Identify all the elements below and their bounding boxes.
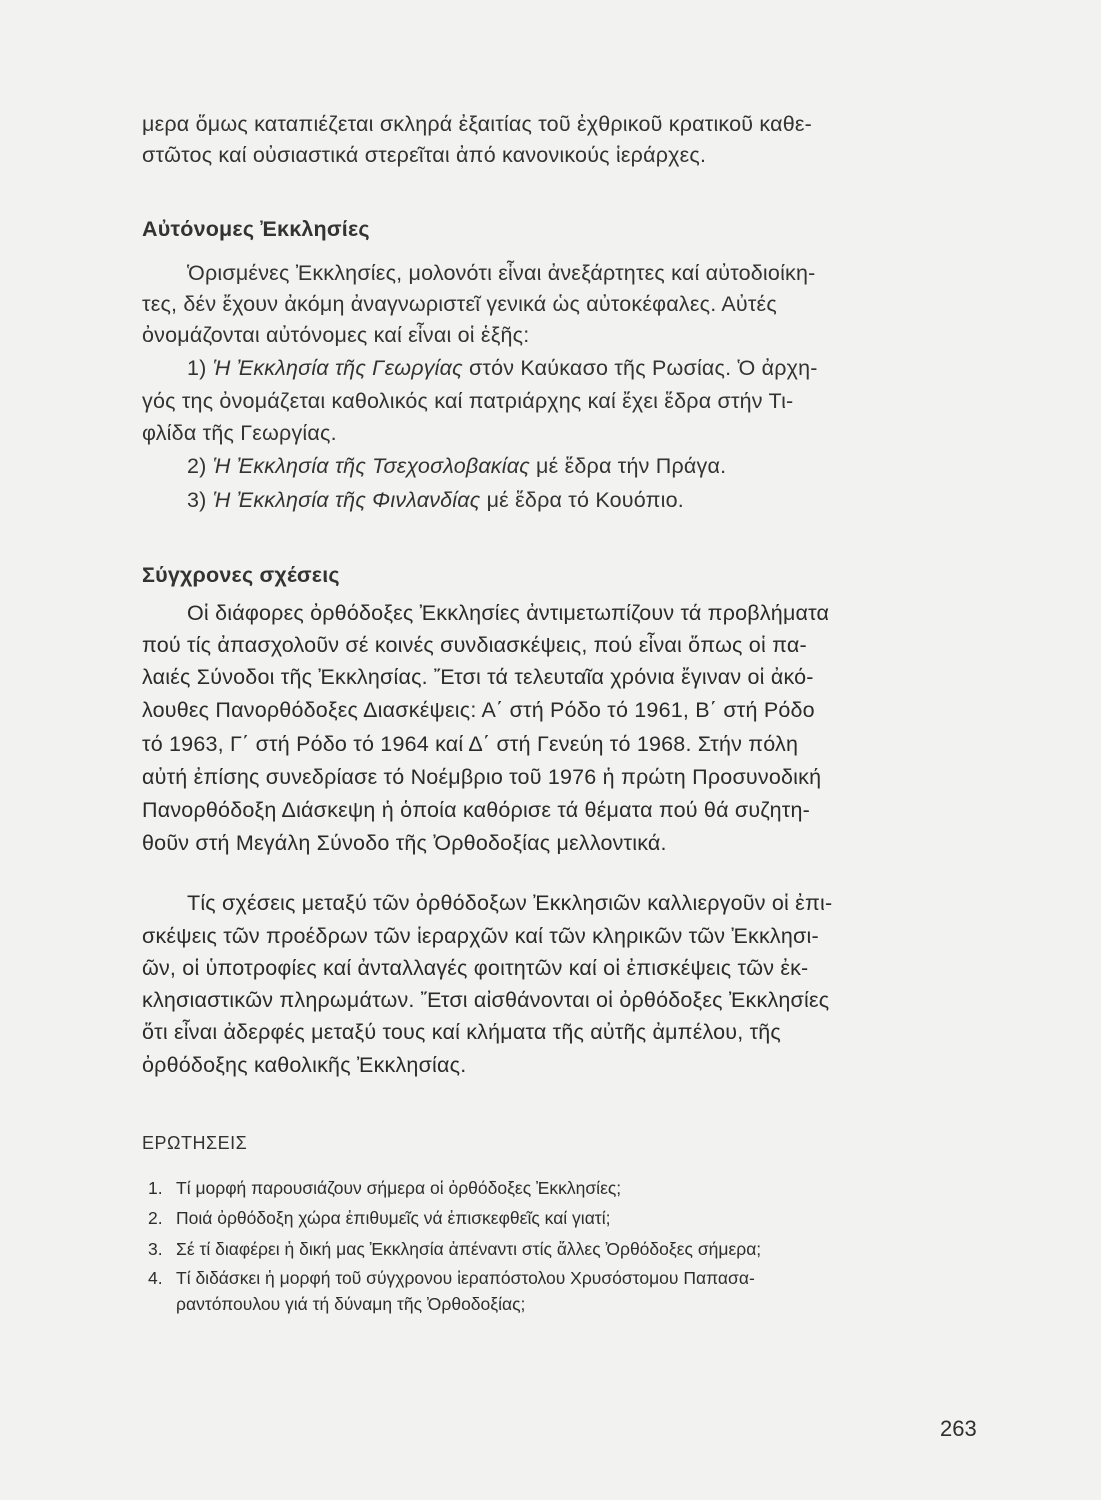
- question-text: Τί διδάσκει ἡ μορφή τοῦ σύγχρονου ἱεραπόστολου Χρυσόστομου Παπασα-: [176, 1268, 755, 1288]
- list-item: [187, 353, 818, 384]
- paragraph-line: σκέψεις τῶν προέδρων τῶν ἱεραρχῶν καί τῶν κληρικῶν τῶν Ἐκκλησι-: [142, 924, 819, 948]
- paragraph-line: Ὁρισμένες Ἐκκλησίες, μολονότι εἶναι ἀνεξάρτητες καί αὐτοδιοίκη-: [187, 261, 816, 285]
- question-text-continued: ραντόπουλου γιά τή δύναμη τῆς Ὀρθοδοξίας;: [176, 1294, 526, 1314]
- paragraph-line: ὀρθόδοξης καθολικῆς Ἐκκλησίας.: [142, 1053, 467, 1077]
- question-item: [148, 1175, 988, 1201]
- list-item: [187, 451, 726, 482]
- list-item-number: 2): [187, 454, 213, 478]
- question-number: 3.: [148, 1239, 163, 1259]
- list-item-text: μέ ἕδρα τό Κουόπιο.: [480, 488, 684, 512]
- question-number: 2.: [148, 1208, 163, 1228]
- question-text: Τί μορφή παρουσιάζουν σήμερα οἱ ὀρθόδοξες Ἐκκλησίες;: [176, 1178, 622, 1198]
- paragraph-line: αὐτή ἐπίσης συνεδρίασε τό Νοέμβριο τοῦ 1976 ἡ πρώτη Προσυνοδική: [142, 765, 822, 789]
- intro-line: μερα ὅμως καταπιέζεται σκληρά ἐξαιτίας τοῦ ἐχθρικοῦ κρατικοῦ καθε-: [142, 112, 813, 136]
- paragraph-line: Πανορθόδοξη Διάσκεψη ἡ ὁποία καθόρισε τά θέματα πού θά συζητη-: [142, 798, 810, 822]
- paragraph-line: ὅτι εἶναι ἀδερφές μεταξύ τους καί κλήματα τῆς αὐτῆς ἀμπέλου, τῆς: [142, 1020, 781, 1044]
- page-number: 263: [940, 1416, 977, 1441]
- paragraph-line: φλίδα τῆς Γεωργίας.: [142, 421, 337, 445]
- church-name: Ἡ Ἐκκλησία τῆς Γεωργίας: [212, 356, 463, 380]
- paragraph-line: Τίς σχέσεις μεταξύ τῶν ὀρθόδοξων Ἐκκλησιῶν καλλιεργοῦν οἱ ἐπι-: [187, 891, 833, 915]
- paragraph-line: ῶν, οἱ ὑποτροφίες καί ἀνταλλαγές φοιτητῶν καί οἱ ἐπισκέψεις τῶν ἐκ-: [142, 956, 809, 980]
- section-heading-autonomous: Αὐτόνομες Ἐκκλησίες: [142, 217, 370, 241]
- paragraph-line: γός της ὀνομάζεται καθολικός καί πατριάρχης καί ἔχει ἕδρα στήν Τι-: [142, 389, 794, 413]
- paragraph-line: τό 1963, Γ΄ στή Ρόδο τό 1964 καί Δ΄ στή Γενεύη τό 1968. Στήν πόλη: [142, 732, 799, 756]
- questions-title: ΕΡΩΤΗΣΕΙΣ: [142, 1133, 248, 1153]
- list-item-number: 1): [187, 356, 213, 380]
- paragraph-line: θοῦν στή Μεγάλη Σύνοδο τῆς Ὀρθοδοξίας μελλοντικά.: [142, 831, 667, 855]
- paragraph-line: πού τίς ἀπασχολοῦν σέ κοινές συνδιασκέψεις, πού εἶναι ὅπως οἱ πα-: [142, 633, 807, 657]
- question-number: 1.: [148, 1178, 163, 1198]
- paragraph-line: λουθες Πανορθόδοξες Διασκέψεις: Α΄ στή Ρόδο τό 1961, Β΄ στή Ρόδο: [142, 698, 815, 722]
- question-text: Σέ τί διαφέρει ἡ δική μας Ἐκκλησία ἀπέναντι στίς ἄλλες Ὀρθόδοξες σήμερα;: [176, 1239, 762, 1259]
- paragraph-line: κλησιαστικῶν πληρωμάτων. Ἔτσι αἰσθάνονται οἱ ὀρθόδοξες Ἐκκλησίες: [142, 988, 830, 1012]
- church-name: Ἡ Ἐκκλησία τῆς Τσεχοσλοβακίας: [212, 454, 530, 478]
- question-item: [148, 1205, 988, 1231]
- church-name: Ἡ Ἐκκλησία τῆς Φινλανδίας: [212, 488, 481, 512]
- list-item: [187, 485, 684, 516]
- list-item-text: μέ ἕδρα τήν Πράγα.: [529, 454, 727, 478]
- paragraph-line: ὀνομάζονται αὐτόνομες καί εἶναι οἱ ἑξῆς:: [142, 323, 530, 347]
- paragraph-line: Οἱ διάφορες ὀρθόδοξες Ἐκκλησίες ἀντιμετωπίζουν τά προβλήματα: [187, 601, 830, 625]
- question-number: 4.: [148, 1268, 163, 1288]
- paragraph-line: λαιές Σύνοδοι τῆς Ἐκκλησίας. Ἔτσι τά τελευταῖα χρόνια ἔγιναν οἱ ἀκό-: [142, 665, 814, 689]
- section-heading-relations: Σύγχρονες σχέσεις: [142, 563, 340, 587]
- question-item: [148, 1265, 988, 1317]
- intro-line: στῶτος καί οὐσιαστικά στερεῖται ἀπό κανονικούς ἱεράρχες.: [142, 143, 707, 167]
- question-item: [148, 1236, 988, 1262]
- list-item-number: 3): [187, 488, 213, 512]
- paragraph-line: τες, δέν ἔχουν ἀκόμη ἀναγνωριστεῖ γενικά ὡς αὐτοκέφαλες. Αὐτές: [142, 292, 777, 316]
- list-item-text: στόν Καύκασο τῆς Ρωσίας. Ὁ ἀρχη-: [462, 356, 818, 380]
- question-text: Ποιά ὀρθόδοξη χώρα ἐπιθυμεῖς νά ἐπισκεφθεῖς καί γιατί;: [176, 1208, 611, 1228]
